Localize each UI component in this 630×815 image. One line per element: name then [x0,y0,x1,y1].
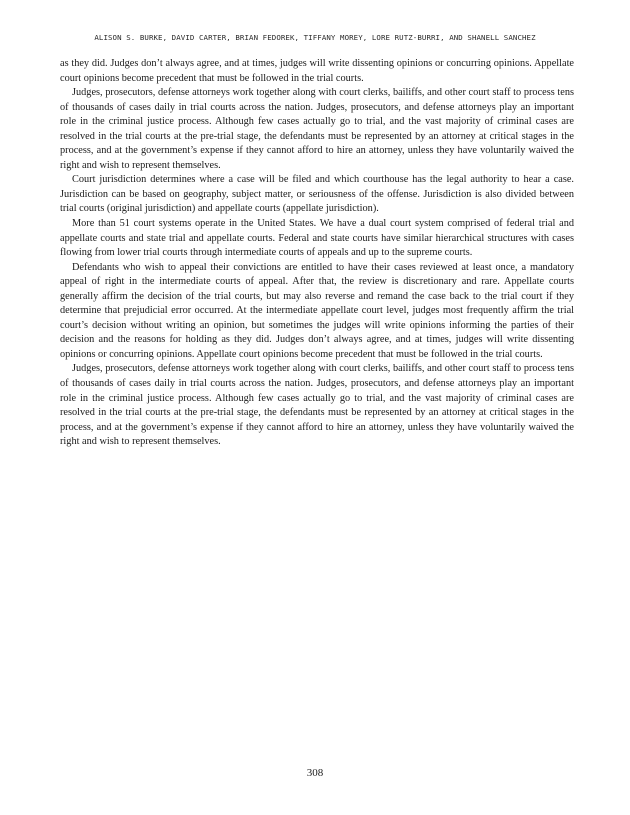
paragraph-appeals: Defendants who wish to appeal their convictions are entitled to have their cases reviewed at least once, a mandatory appeal of right in the intermediate courts of appeal. After that, the review is discretionary and rare. Appellate courts generally affirm the decision of the trial courts, but may also reverse and remand the case back to the trial court if they determine that prejudicial error occurred. At the intermediate appellate court level, judges most frequently affirm the trial court’s decision without writing an opinion, but sometimes the judges will write opinions informing the parties of their decision and the reasons for holding as they did. Judges don’t always agree, and at times, judges will write dissenting opinions or concurring opinions. Appellate court opinions become precedent that must be followed in the trial courts. [60,261,574,360]
paragraph-jurisdiction: Court jurisdiction determines where a case will be filed and which courthouse has the legal authority to hear a case. Jurisdiction can be based on geography, subject matter, or seriousness of the offense. Jurisdiction is also divided between trial courts (original jurisdiction) and appellate courts (appellate jurisdiction). [60,174,574,215]
running-header-authors: ALISON S. BURKE, DAVID CARTER, BRIAN FEDOREK, TIFFANY MOREY, LORE RUTZ-BURRI, AND SHANELL SANCHEZ [94,33,536,42]
paragraph-continued: as they did. Judges don’t always agree, and at times, judges will write dissenting opinions or concurring opinions. Appellate court opinions become precedent that must be followed in the trial courts. [60,58,574,84]
body-text [60,57,574,450]
paragraph-court-actors: Judges, prosecutors, defense attorneys work together along with court clerks, bailiffs, and other court staff to process tens of thousands of cases daily in trial courts across the nation. Judges, prosecutors, and defense attorneys play an important role in the criminal justice process. Although few cases actually go to trial, and the vast majority of criminal cases are resolved in the trial courts at the pre-trial stage, the defendants must be represented by an attorney at critical stages in the process, and at the government’s expense if they cannot afford to hire an attorney, unless they have voluntarily waived the right and wish to represent themselves. [60,87,574,171]
paragraph-court-systems: More than 51 court systems operate in the United States. We have a dual court system comprised of federal trial and appellate courts and state trial and appellate courts. Federal and state courts have similar hierarchical structures with cases flowing from lower trial courts through intermediate courts of appeals and up to the supreme courts. [60,218,574,259]
page-number: 308 [306,767,324,779]
paragraph-court-actors-repeat: Judges, prosecutors, defense attorneys work together along with court clerks, bailiffs, and other court staff to process tens of thousands of cases daily in trial courts across the nation. Judges, prosecutors, and defense attorneys play an important role in the criminal justice process. Although few cases actually go to trial, and the vast majority of criminal cases are resolved in the trial courts at the pre-trial stage, the defendants must be represented by an attorney at critical stages in the process, and at the government’s expense if they cannot afford to hire an attorney, unless they have voluntarily waived the right and wish to represent themselves. [60,363,574,448]
